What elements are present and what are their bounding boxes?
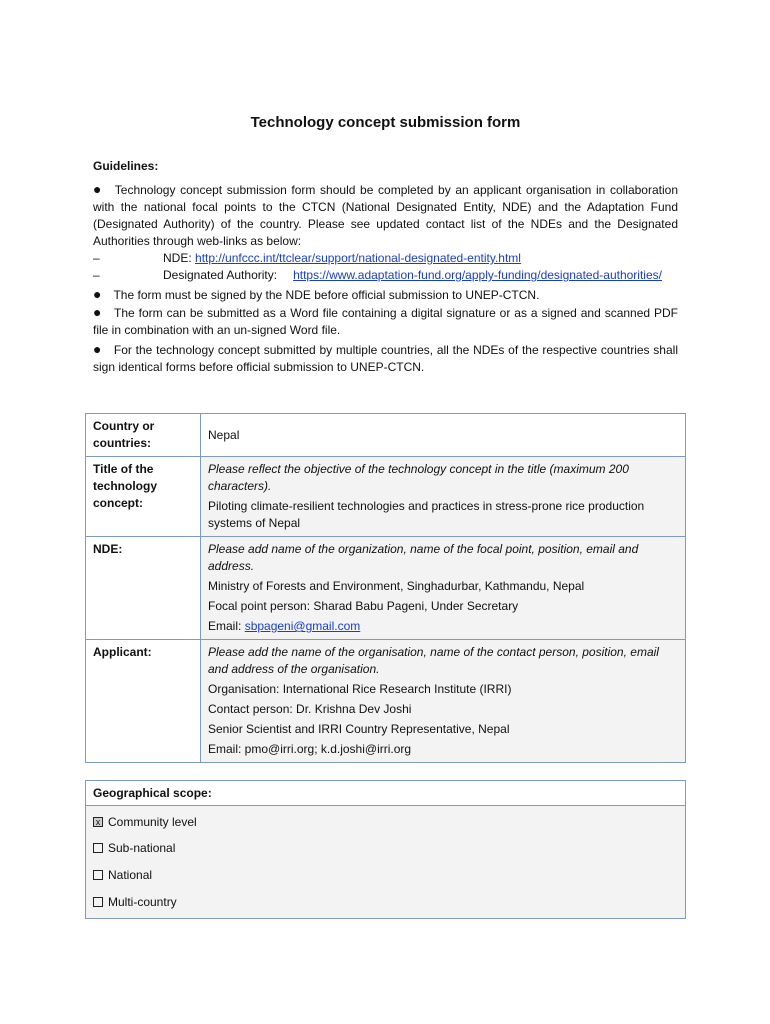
checkbox-icon[interactable] (93, 897, 103, 907)
title-cell[interactable] (201, 457, 686, 537)
bullet-icon: ● (93, 181, 103, 197)
nde-email-link[interactable]: sbpageni@gmail.com (244, 619, 361, 633)
applicant-cell[interactable] (201, 640, 686, 763)
guideline-bullet-3: ● The form can be submitted as a Word file containing a digital signature or as a signed and scanned PDF file in combination with an un-signed Word file. (93, 304, 678, 337)
option-multi-country[interactable] (93, 895, 177, 909)
dash-icon: – (93, 251, 100, 265)
concept-info-table (85, 413, 686, 763)
applicant-org: Organisation: International Rice Research Institute (IRRI) (208, 682, 512, 696)
table-row (86, 457, 686, 537)
bullet-icon: ● (93, 341, 102, 357)
nde-org: Ministry of Forests and Environment, Singhadurbar, Kathmandu, Nepal (208, 579, 585, 593)
table-row (86, 414, 686, 457)
option-national[interactable] (93, 868, 152, 882)
checkbox-checked-icon[interactable]: x (93, 817, 103, 827)
nde-focal: Focal point person: Sharad Babu Pageni, Under Secretary (208, 599, 519, 613)
nde-cell[interactable] (201, 537, 686, 640)
geo-heading: Geographical scope: (86, 781, 685, 806)
applicant-position: Senior Scientist and IRRI Country Representative, Nepal (208, 722, 510, 736)
form-title: Technology concept submission form (250, 114, 521, 131)
nde-hint: Please add name of the organization, name of the focal point, position, email and address. (208, 542, 639, 573)
applicant-hint: Please add the name of the organisation, name of the contact person, position, email and address of the organisation. (208, 645, 659, 676)
nde-label: NDE: (86, 537, 201, 640)
guideline-bullet-1: ● Technology concept submission form should be completed by an applicant organisation in collaboration with the national focal points to the CTCN (National Designated Entity, NDE) and the Adaptation Fund (Designated Authority) of the country. Please see updated contact list of the NDEs and the Designated Authorities through web-links as below: (93, 181, 678, 248)
bullet-icon: ● (93, 286, 102, 302)
guidelines-section (93, 158, 678, 376)
checkbox-icon[interactable] (93, 843, 103, 853)
checkbox-icon[interactable] (93, 870, 103, 880)
country-value[interactable]: Nepal (201, 414, 686, 457)
country-label: Country or countries: (86, 414, 201, 457)
dash-icon: – (93, 268, 100, 282)
applicant-contact: Contact person: Dr. Krishna Dev Joshi (208, 702, 412, 716)
da-link[interactable]: https://www.adaptation-fund.org/apply-funding/designated-authorities/ (293, 268, 662, 282)
guidelines-heading: Guidelines: (93, 159, 159, 173)
nde-link[interactable]: http://unfccc.int/ttclear/support/national-designated-entity.html (195, 251, 521, 265)
option-label: Sub-national (108, 841, 176, 855)
bullet-icon: ● (93, 304, 103, 320)
title-value: Piloting climate-resilient technologies and practices in stress-prone rice production systems of Nepal (208, 499, 645, 530)
geographical-scope-box (85, 780, 686, 919)
applicant-label: Applicant: (86, 640, 201, 763)
table-row (86, 537, 686, 640)
da-link-line: – Designated Authority: https://www.adaptation-fund.org/apply-funding/designated-authorities/ (93, 268, 662, 282)
option-label: National (108, 868, 153, 882)
option-label: Multi-country (108, 895, 177, 909)
title-label: Title of the technology concept: (86, 457, 201, 537)
option-community-level[interactable] (93, 815, 197, 829)
nde-email-line: Email: sbpageni@gmail.com (208, 619, 361, 633)
table-row (86, 640, 686, 763)
guideline-bullet-2: ● The form must be signed by the NDE before official submission to UNEP-CTCN. (93, 286, 540, 302)
nde-link-line: – NDE: http://unfccc.int/ttclear/support/national-designated-entity.html (93, 251, 521, 265)
applicant-email: Email: pmo@irri.org; k.d.joshi@irri.org (208, 742, 412, 756)
guideline-bullet-4: ● For the technology concept submitted by multiple countries, all the NDEs of the respective countries shall sign identical forms before official submission to UNEP-CTCN. (93, 341, 678, 374)
option-sub-national[interactable] (93, 841, 175, 855)
option-label: Community level (108, 815, 197, 829)
title-hint: Please reflect the objective of the technology concept in the title (maximum 200 characters). (208, 462, 629, 493)
